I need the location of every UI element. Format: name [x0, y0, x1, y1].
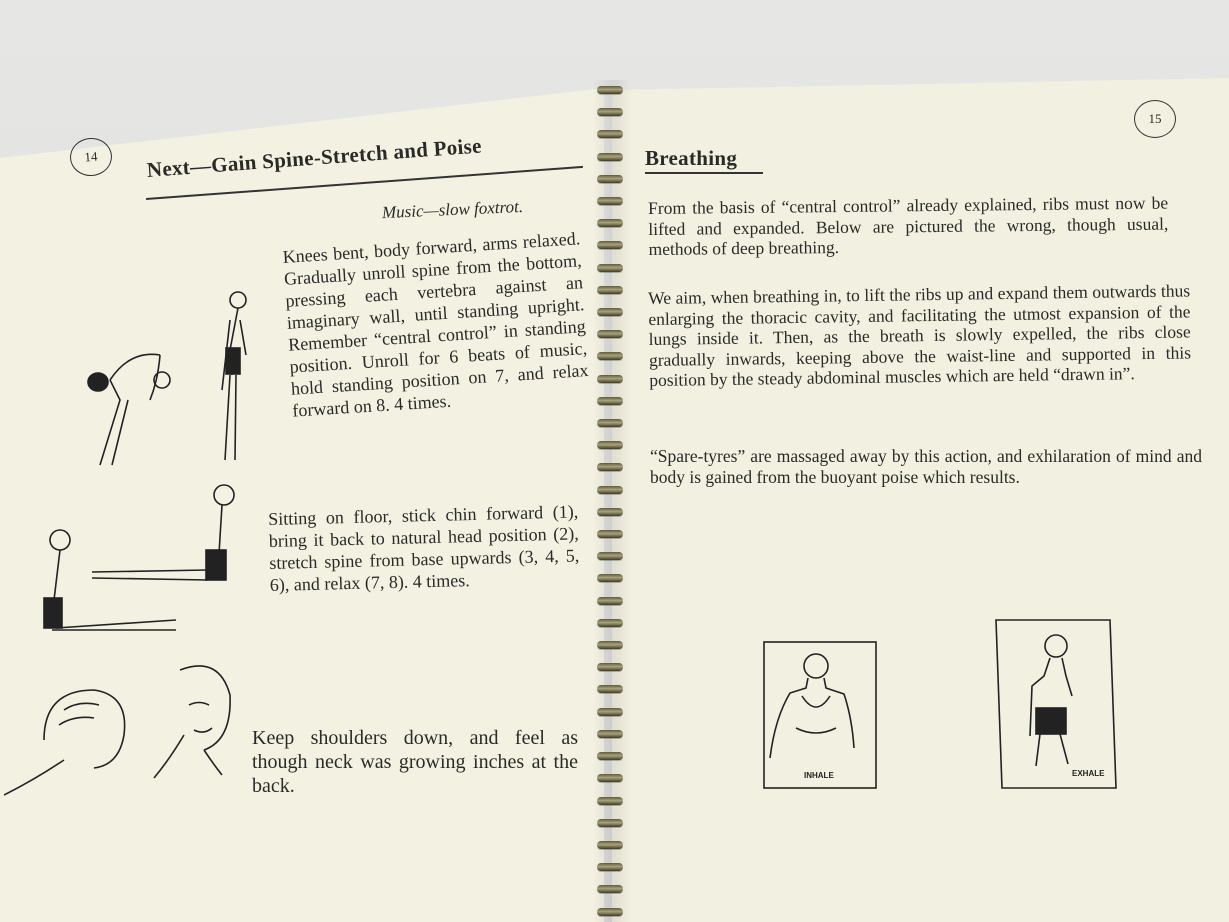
binding-ring [597, 219, 623, 227]
left-paragraph-3: Keep shoulders down, and feel as though neck was growing inches at the back. [252, 727, 578, 797]
binding-ring [597, 352, 623, 360]
exhale-illustration [992, 616, 1122, 794]
binding-ring [597, 730, 623, 738]
binding-ring [597, 508, 623, 516]
right-paragraph-1: From the basis of “central control” already explained, ribs must now be lifted and expanded. Below are pictured the wrong, though usual, methods of deep breathing. [648, 192, 1169, 259]
inhale-label: INHALE [804, 771, 834, 780]
binding-ring [597, 330, 623, 338]
binding-ring [597, 130, 623, 138]
binding-ring [597, 486, 623, 494]
left-page-number: 14 [69, 137, 114, 178]
binding-ring [597, 619, 623, 627]
binding-ring [597, 286, 623, 294]
binding-ring [597, 708, 623, 716]
binding-ring [597, 463, 623, 471]
binding-ring [597, 908, 623, 916]
binding-ring [597, 774, 623, 782]
inhale-illustration [760, 638, 882, 794]
binding-ring [597, 841, 623, 849]
binding-ring [597, 685, 623, 693]
binding-ring [597, 552, 623, 560]
binding-ring [597, 241, 623, 249]
binding-ring [597, 397, 623, 405]
spiral-binding [597, 86, 631, 916]
right-page-title: Breathing [645, 146, 738, 170]
binding-ring [597, 752, 623, 760]
left-page-title: Next—Gain Spine-Stretch and Poise [146, 133, 483, 182]
binding-ring [597, 308, 623, 316]
left-paragraph-1: Knees bent, body forward, arms relaxed. Gradually unroll spine from the bottom, pressing each vertebra against an imaginary wall, until standing upright. Remember “central control” in standing position. Unroll for 6 beats of music, hold standing position on 7, and relax forward on 8. 4 times. [282, 228, 590, 421]
head-profiles-illustration [4, 650, 244, 800]
right-title-rule [645, 172, 763, 174]
exhale-label: EXHALE [1072, 769, 1105, 778]
binding-ring [597, 530, 623, 538]
music-note: Music—slow foxtrot. [381, 196, 524, 223]
binding-ring [597, 86, 623, 94]
binding-ring [597, 175, 623, 183]
binding-ring [597, 641, 623, 649]
bending-figure-illustration [80, 280, 260, 475]
binding-ring [597, 197, 623, 205]
binding-ring [597, 597, 623, 605]
binding-ring [597, 108, 623, 116]
binding-ring [597, 153, 623, 161]
sitting-figures-illustration [36, 480, 246, 640]
binding-ring [597, 574, 623, 582]
binding-ring [597, 441, 623, 449]
right-paragraph-3: “Spare-tyres” are massaged away by this action, and exhilaration of mind and body is gained from the buoyant poise which results. [650, 446, 1202, 487]
binding-ring [597, 375, 623, 383]
binding-ring [597, 419, 623, 427]
right-paragraph-2: We aim, when breathing in, to lift the ribs up and expand them outwards thus enlarging the thoracic cavity, and facilitating the utmost expansion of the lungs inside it. Then, as the breath is slowly expelled, the ribs close gradually inwards, keeping above the waist-line and supported in this position by the steady abdominal muscles which are held “drawn in”. [648, 280, 1192, 390]
binding-ring [597, 264, 623, 272]
binding-ring [597, 819, 623, 827]
right-page-number: 15 [1134, 100, 1176, 138]
binding-ring [597, 663, 623, 671]
binding-ring [597, 863, 623, 871]
binding-ring [597, 885, 623, 893]
left-paragraph-2: Sitting on floor, stick chin forward (1), bring it back to natural head position (2), stretch spine from base upwards (3, 4, 5, 6), and relax (7, 8). 4 times. [268, 501, 580, 595]
binding-ring [597, 797, 623, 805]
